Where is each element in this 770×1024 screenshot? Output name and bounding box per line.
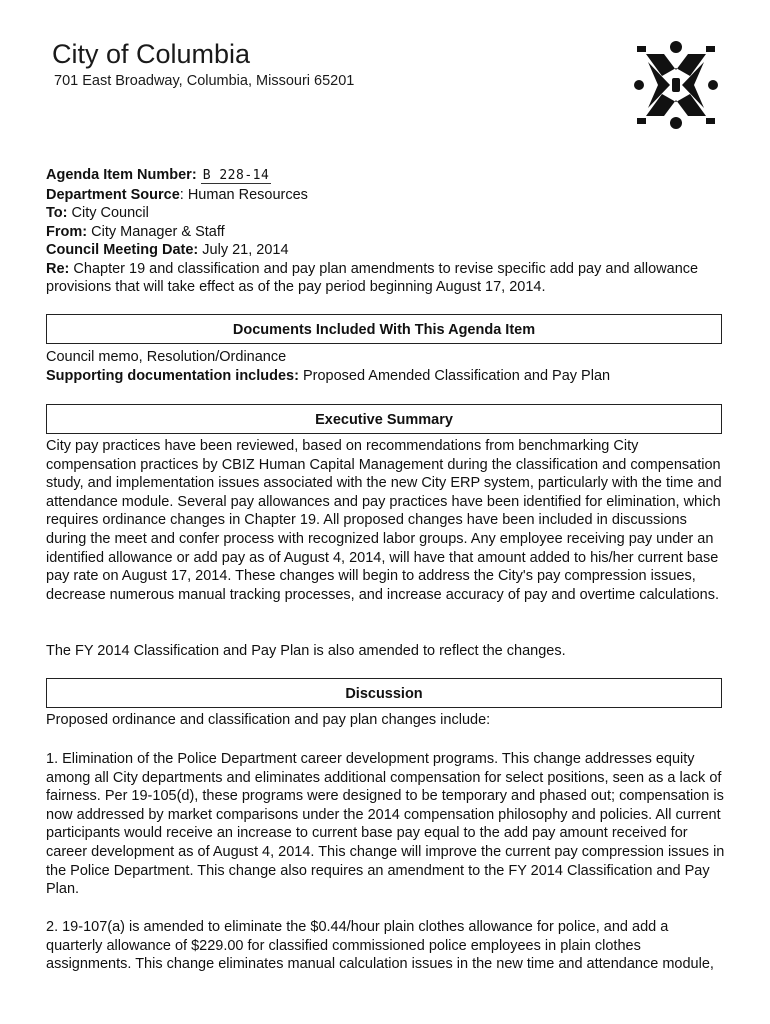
meeting-date-row: [46, 241, 726, 260]
supporting-documentation: [46, 367, 726, 386]
re-value: Chapter 19 and classification and pay plan amendments to revise specific add pay and allowance provisions that will take effect as of the pay period beginning August 17, 2014.: [46, 260, 699, 295]
from-label: From:: [46, 223, 88, 240]
executive-summary-paragraph: City pay practices have been reviewed, based on recommendations from benchmarking City compensation practices by CBIZ Human Capital Management during the classification and compensation study, and implementation issues associated with the new City ERP system, particularly with the time and attendance module. Several pay allowances and pay practices have been identified for elimination, which requires ordinance changes in Chapter 19. All proposed changes have been included in discussions during the meet and confer process with recognized labor groups. Any employee receiving pay under an identified allowance or add pay as of August 4, 2014, will have that amount added to his/her current base pay rate on August 17, 2014. These changes will begin to address the City's pay compression issues, decrease numerous manual tracking processes, and increase accuracy of pay and overtime calculations.: [46, 438, 722, 603]
executive-summary-heading: Executive Summary: [46, 404, 722, 434]
discussion-item-2: 2. 19-107(a) is amended to eliminate the $0.44/hour plain clothes allowance for police, and add a quarterly allowance of $229.00 for classified commissioned police employees in plain clothes assignments. This change eliminates manual calculation issues in the new time and attendance module,: [46, 919, 714, 973]
department-value: Human Resources: [187, 186, 308, 203]
supporting-value: Proposed Amended Classification and Pay Plan: [302, 367, 611, 384]
discussion-item-1: 1. Elimination of the Police Department career development programs. This change addresses equity among all City departments and eliminates additional compensation for select positions, seen as a lack of fairness. Per 19-105(d), these programs were designed to be temporary and phased out; compensation is now addressed by market comparisons under the 2014 compensation philosophy and policies. All current participants would receive an increase to current base pay equal to the add pay amount received for career development as of August 4, 2014. This change will improve the current pay compression issues in the Police Department. This change also requires an amendment to the FY 2014 Classification and Pay Plan.: [46, 751, 725, 898]
meeting-date-value: July 21, 2014: [202, 242, 289, 258]
agenda-item-number: B 228-14: [202, 168, 270, 183]
agenda-item-row: [46, 166, 726, 186]
discussion-intro: Proposed ordinance and classification and pay plan changes include:: [46, 712, 491, 728]
organization-name: City of Columbia: [52, 39, 251, 69]
to-label: To:: [46, 205, 68, 221]
agenda-metadata: [46, 166, 726, 297]
meeting-date-label: Council Meeting Date:: [46, 242, 199, 258]
documents-list: [46, 348, 726, 385]
city-of-columbia-logo-icon: [634, 40, 718, 130]
documents-heading: Documents Included With This Agenda Item: [46, 314, 722, 344]
agenda-item-label: Agenda Item Number:: [46, 167, 197, 183]
executive-summary-note: The FY 2014 Classification and Pay Plan is also amended to reflect the changes.: [46, 643, 566, 659]
documents-included: Council memo, Resolution/Ordinance: [46, 349, 287, 365]
department-label: Department Source: [46, 186, 180, 203]
department-row: Department Source: Human Resources: [46, 186, 308, 203]
to-row: [46, 204, 726, 223]
re-row: [46, 260, 726, 297]
supporting-label: Supporting documentation includes:: [46, 367, 299, 384]
discussion-heading: Discussion: [46, 678, 722, 708]
from-row: [46, 223, 726, 242]
organization-address: 701 East Broadway, Columbia, Missouri 65201: [54, 73, 355, 89]
re-label: Re:: [46, 260, 70, 277]
to-value: City Council: [71, 205, 149, 221]
from-value: City Manager & Staff: [91, 223, 225, 240]
